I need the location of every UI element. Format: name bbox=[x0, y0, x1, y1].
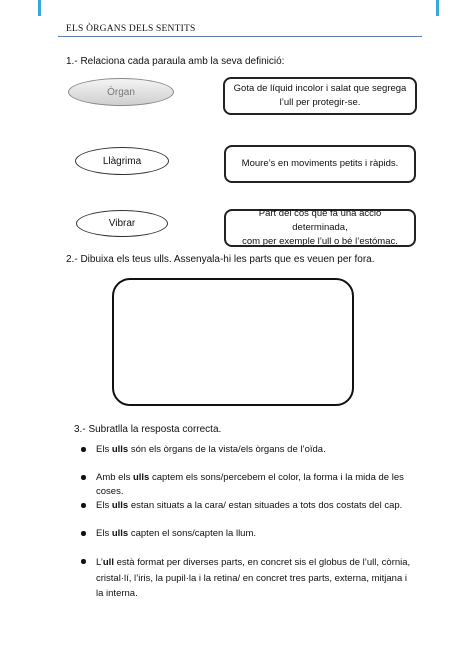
list-item[interactable] bbox=[96, 555, 416, 602]
definition-line: Gota de líquid incolor i salat que segrega bbox=[233, 83, 407, 95]
item-text: Els bbox=[96, 444, 112, 455]
item-text: captem els sons/percebem el color, la forma i la mida de les coses. bbox=[96, 472, 404, 498]
definition-box-3[interactable] bbox=[224, 209, 416, 247]
word-label: Llàgrima bbox=[102, 155, 142, 167]
definition-line: Moure’s en moviments petits i ràpids. bbox=[241, 158, 399, 170]
drawing-area[interactable] bbox=[112, 278, 354, 406]
word-oval-vibrar[interactable] bbox=[76, 210, 168, 237]
right-margin-bar bbox=[436, 0, 439, 16]
list-item[interactable] bbox=[96, 471, 416, 500]
definition-line: Part del cos que fa una acció determinada, bbox=[258, 208, 382, 234]
list-item[interactable] bbox=[96, 443, 416, 457]
header-rule bbox=[58, 36, 422, 37]
question-2: 2.- Dibuixa els teus ulls. Assenyala-hi les parts que es veuen per fora. bbox=[66, 254, 375, 265]
definition-box-2[interactable] bbox=[224, 145, 416, 183]
question-3: 3.- Subratlla la resposta correcta. bbox=[74, 424, 222, 435]
item-keyword: ulls bbox=[111, 528, 129, 539]
item-text: està format per diverses parts, en concret sis el globus de l’ull, còrnia, cristal·lí, l’iris, la pupil·la i la retina/ en concret tres parts, externa, mitjana i la interna. bbox=[96, 557, 411, 600]
word-oval-organ[interactable] bbox=[68, 78, 174, 106]
item-text: són els òrgans de la vista/els òrgans de l’oïda. bbox=[128, 444, 326, 455]
definition-line: com per exemple l’ull o bé l’estómac. bbox=[242, 235, 398, 247]
item-text: Amb els bbox=[96, 472, 133, 483]
word-oval-llagrima[interactable] bbox=[75, 147, 169, 175]
item-text: L’ bbox=[96, 557, 103, 568]
item-keyword: ulls bbox=[111, 500, 129, 511]
item-keyword: ull bbox=[102, 557, 114, 568]
word-label: Òrgan bbox=[107, 86, 135, 98]
item-text: Els bbox=[96, 528, 112, 539]
bullet-icon bbox=[81, 559, 86, 564]
definition-box-1[interactable] bbox=[223, 77, 417, 115]
item-text: Els bbox=[96, 500, 112, 511]
bullet-icon bbox=[81, 447, 86, 452]
list-item[interactable] bbox=[96, 527, 416, 541]
bullet-icon bbox=[81, 475, 86, 480]
word-label: Vibrar bbox=[108, 218, 136, 229]
left-margin-bar bbox=[38, 0, 41, 16]
page-header-title: ELS ÒRGANS DELS SENTITS bbox=[66, 24, 196, 34]
item-text: estan situats a la cara/ estan situades a tots dos costats del cap. bbox=[128, 500, 403, 511]
item-text: capten el sons/capten la llum. bbox=[128, 528, 257, 539]
item-keyword: ulls bbox=[111, 444, 129, 455]
bullet-icon bbox=[81, 503, 86, 508]
question-1: 1.- Relaciona cada paraula amb la seva definició: bbox=[66, 56, 285, 67]
definition-line: l’ull per protegir-se. bbox=[279, 97, 361, 108]
list-item[interactable] bbox=[96, 499, 416, 513]
item-keyword: ulls bbox=[132, 472, 150, 483]
bullet-icon bbox=[81, 531, 86, 536]
